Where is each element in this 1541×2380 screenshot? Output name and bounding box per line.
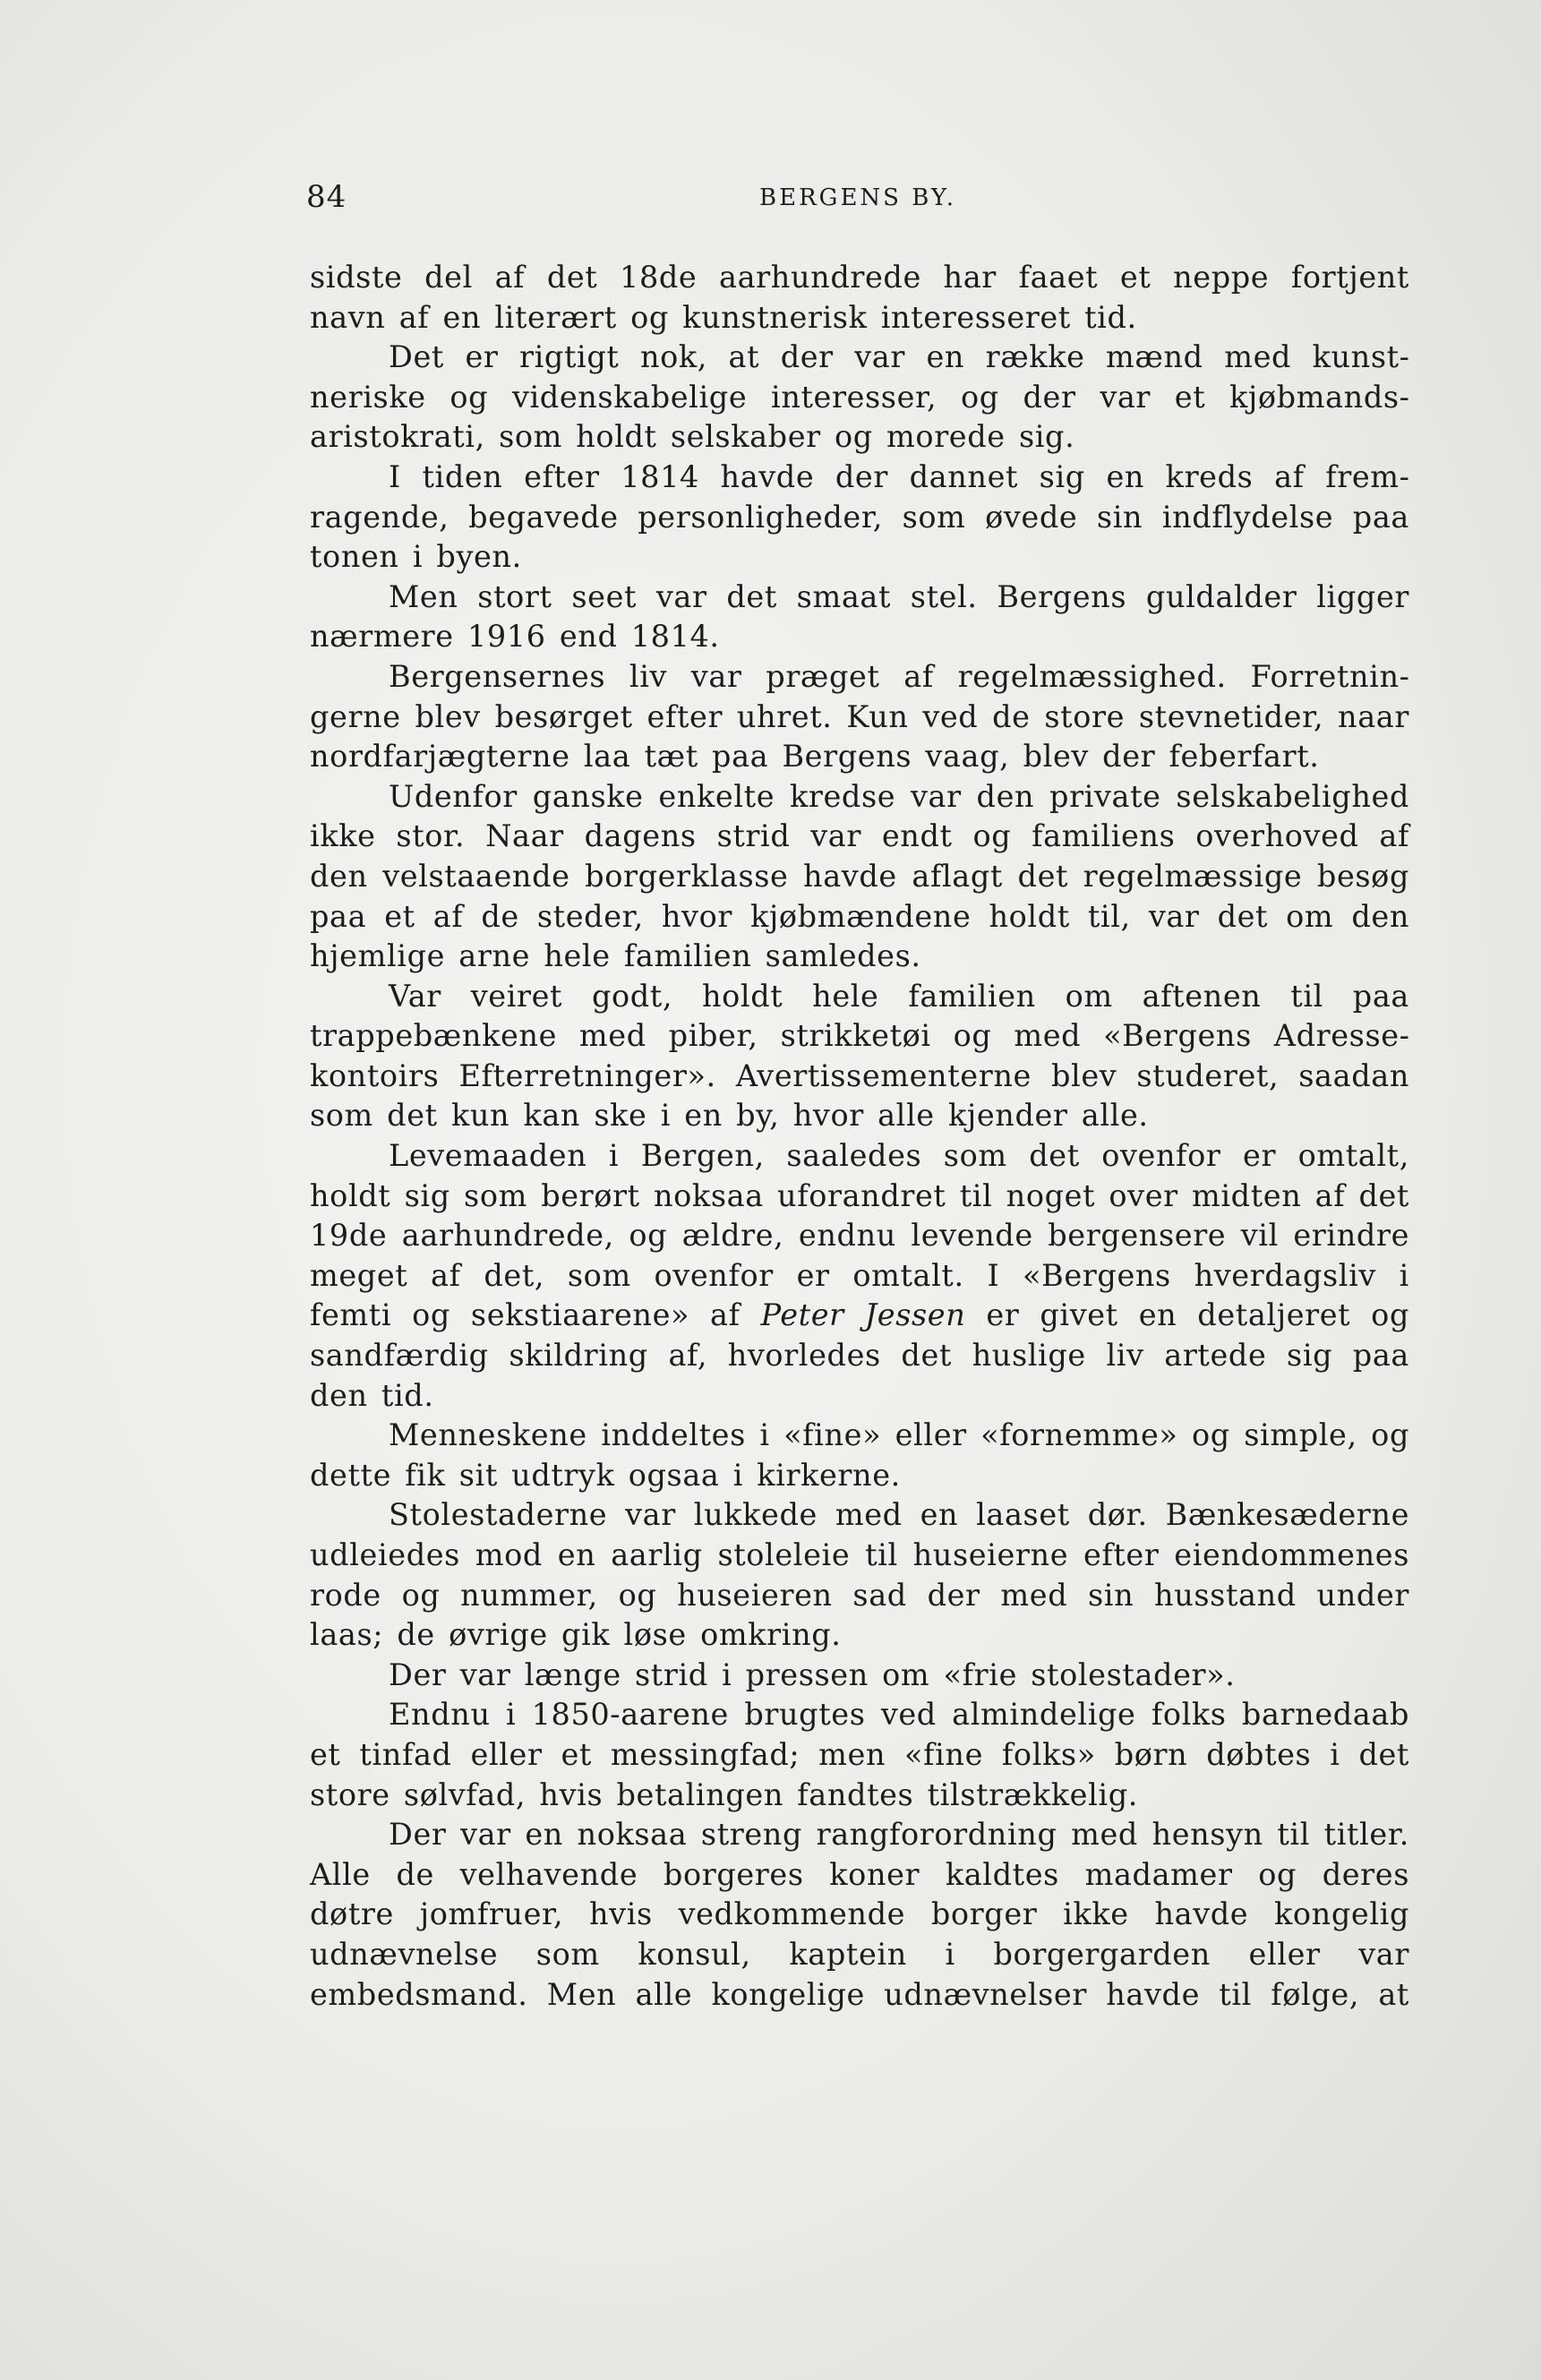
paragraph: Var veiret godt, holdt hele familien om aftenen til paa trappebænkene med piber, strikketøi og med «Bergens Adressekontoirs Efterretninger». Avertissementerne blev studeret, saadan som det kun kan ske i en by, hvor alle kjender alle. bbox=[310, 978, 1409, 1134]
page-header bbox=[306, 179, 1409, 222]
author-name: Peter Jessen bbox=[760, 1297, 966, 1333]
text-run: er givet en detaljeret og sandfærdig skildring af, hvorledes det huslige liv artede sig paa den tid. bbox=[310, 1297, 1409, 1413]
paragraph: Der var længe strid i pressen om «frie stolestader». bbox=[389, 1657, 1236, 1692]
page-number: 84 bbox=[306, 179, 347, 215]
paragraph: Bergensernes liv var præget af regelmæssighed. Forretningerne blev besørget efter uhret. Kun ved de store stevnetider, naar nordfarjægterne laa tæt paa Bergens vaag, blev der feberfart. bbox=[310, 658, 1409, 775]
paragraph: Stolestaderne var lukkede med en laaset dør. Bænkesæderne udleiedes mod en aarlig stoleleie til huseierne efter eiendommenes rode og nummer, og huseieren sad der med sin husstand under laas; de øvrige gik løse omkring. bbox=[310, 1497, 1409, 1653]
paragraph bbox=[310, 1136, 1409, 1416]
paragraph: Der var en noksaa streng rangforordning med hensyn til titler. Alle de velhavende borgeres koner kaldtes madamer og deres døtre jomfruer, hvis vedkommende borger ikke havde kongelig udnævnelse som konsul, kaptein i borgergarden eller var embedsmand. Men alle kongelige udnævnelser havde til følge, at bbox=[310, 1817, 1409, 2012]
paragraph: Det er rigtigt nok, at der var en række mænd med kunstneriske og videnskabelige interesser, og der var et kjøbmandsaristokrati, som holdt selskaber og morede sig. bbox=[310, 339, 1409, 455]
running-head: BERGENS BY. bbox=[759, 184, 956, 211]
paragraph: Endnu i 1850-aarene brugtes ved almindelige folks barnedaab et tinfad eller et messingfad; men «fine folks» børn døbtes i det store sølvfad, hvis betalingen fandtes tilstrækkelig. bbox=[310, 1697, 1409, 1812]
paragraph: sidste del af det 18de aarhundrede har faaet et neppe fortjent navn af en literært og kunstnerisk interesseret tid. bbox=[310, 260, 1409, 335]
body-text bbox=[310, 258, 1409, 2015]
paragraph: I tiden efter 1814 havde der dannet sig en kreds af fremragende, begavede personligheder, som øvede sin indflydelse paa tonen i byen. bbox=[310, 458, 1409, 575]
paragraph: Udenfor ganske enkelte kredse var den private selskabelighed ikke stor. Naar dagens strid var endt og familiens overhoved af den velstaaende borgerklasse havde aflagt det regelmæssige besøg paa et af de steder, hvor kjøbmændene holdt til, var det om den hjemlige arne hele familien samledes. bbox=[310, 778, 1409, 974]
text-run: Levemaaden i Bergen, saaledes som det ovenfor er omtalt, holdt sig som berørt noksaa uforandret til noget over midten af det 19de aarhundrede, og ældre, endnu levende bergensere vil erindre meget af det, som ovenfor er omtalt. I «Bergens hverdagsliv i femti og sekstiaarene» af bbox=[310, 1138, 1409, 1333]
paragraph: Men stort seet var det smaat stel. Bergens guldalder ligger nærmere 1916 end 1814. bbox=[310, 578, 1409, 655]
paragraph: Menneskene inddeltes i «fine» eller «fornemme» og simple, og dette fik sit udtryk ogsaa i kirkerne. bbox=[310, 1417, 1409, 1493]
